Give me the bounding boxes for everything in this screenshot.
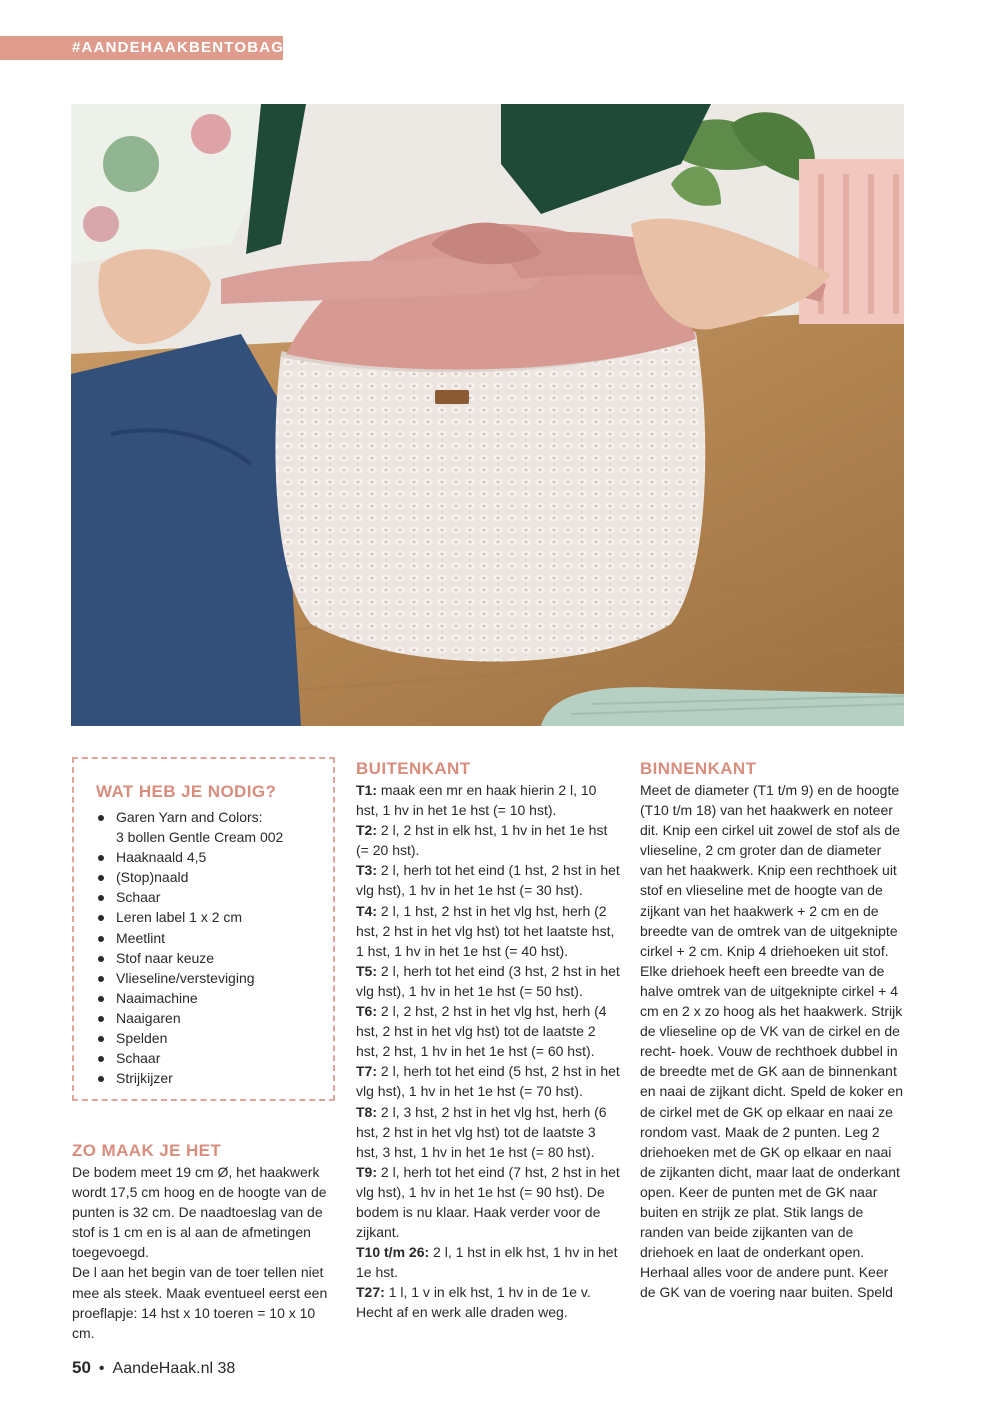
row-text: 2 l, herh tot het eind (5 hst, 2 hst in het vlg hst), 1 hv in het 1e hst (= 70 hst).	[356, 1063, 620, 1100]
list-item: Spelden	[96, 1028, 323, 1048]
row-instruction	[356, 820, 621, 860]
list-item: Naaigaren	[96, 1008, 323, 1028]
row-label: T4:	[356, 902, 377, 919]
page-number: 50	[72, 1358, 91, 1377]
row-instruction	[356, 1282, 621, 1322]
row-label: T5:	[356, 962, 377, 979]
row-text: 2 l, 3 hst, 2 hst in het vlg hst, herh (6 hst, 2 hst in het vlg hst) tot de laatste 3 hst, 3 hst, 1 hv in het 1e hst (= 80 hst).	[356, 1103, 607, 1160]
inner-instructions	[640, 758, 905, 1302]
page-footer	[72, 1357, 235, 1380]
row-text: 2 l, herh tot het eind (7 hst, 2 hst in het vlg hst), 1 hv in het 1e hst (= 90 hst). De bodem is nu klaar. Haak verder voor de zijkant.	[356, 1163, 620, 1241]
row-text: 2 l, 2 hst in elk hst, 1 hv in het 1e hst (= 20 hst).	[356, 822, 608, 859]
list-item: Vlieseline/versteviging	[96, 968, 323, 988]
list-item: Naaimachine	[96, 988, 323, 1008]
row-label: T9:	[356, 1163, 377, 1180]
how-title: ZO MAAK JE HET	[72, 1141, 222, 1160]
row-instruction	[356, 961, 621, 1001]
row-label: T2:	[356, 822, 377, 839]
row-label: T7:	[356, 1063, 377, 1080]
materials-title: WAT HEB JE NODIG?	[96, 782, 277, 801]
hashtag-banner: #AANDEHAAKBENTOBAG	[0, 36, 283, 60]
list-item: 3 bollen Gentle Cream 002	[116, 829, 284, 846]
row-text: maak een mr en haak hierin 2 l, 10 hst, 1 hv in het 1e hst (= 10 hst).	[356, 782, 597, 819]
row-label: T27:	[356, 1284, 385, 1301]
inner-paragraph: Meet de diameter (T1 t/m 9) en de hoogte (T10 t/m 18) van het haakwerk en noteer dit. Knip een cirkel uit zowel de stof als de vlieseline, 2 cm groter dan de diameter van het haakwerk. Knip een rechthoek uit stof en vlieseline met de hoogte van de zijkant van het haakwerk + 2 cm en de breedte van de omtrek van de uitgeknipte cirkel + 2 cm. Knip 4 driehoeken uit stof. Elke driehoek heeft een breedte van de halve omtrek van de uitgeknipte cirkel + 4 cm en 2 x zo hoog als het haakwerk. Strijk de vlieseline op de VK van de cirkel en de recht- hoek. Vouw de rechthoek dubbel in de breedte met de GK aan de binnenkant en naai de zijkant dicht. Speld de koker en de cirkel met de GK op elkaar en naai ze rondom vast. Maak de 2 punten. Leg 2 driehoeken met de GK op elkaar en naai de zijkanten dicht, maar laat de onderkant open. Keer de punten met de GK naar buiten en strijk ze plat. Stik langs de randen van beide zijkanten van de driehoek en laat de onderkant open. Herhaal alles voor de andere punt. Keer de GK van de voering naar buiten. Speld	[640, 782, 904, 1301]
list-item: Leren label 1 x 2 cm	[96, 907, 323, 927]
hero-photo	[71, 104, 904, 726]
materials-box	[72, 757, 335, 1101]
row-text: 2 l, 1 hst, 2 hst in het vlg hst, herh (2 hst, 2 hst in het vlg hst) tot het laatste hst, 1 hst, 1 hv in het 1e hst (= 40 hst).	[356, 902, 615, 959]
row-text: 2 l, herh tot het eind (3 hst, 2 hst in het vlg hst), 1 hv in het 1e hst (= 50 hst).	[356, 962, 620, 999]
row-instruction	[356, 860, 621, 900]
row-label: T8:	[356, 1103, 377, 1120]
row-text: 2 l, 1 hst in elk hst, 1 hv in het 1e hst.	[356, 1244, 618, 1281]
list-item: Strijkijzer	[96, 1068, 323, 1088]
intro-paragraph: De bodem meet 19 cm Ø, het haakwerk wordt 17,5 cm hoog en de hoogte van de punten is 32 cm. De naadtoeslag van de stof is 1 cm en is al aan de afmetingen toegevoegd.	[72, 1164, 327, 1261]
row-label: T10 t/m 26:	[356, 1244, 430, 1261]
row-text: 2 l, 2 hst, 2 hst in het vlg hst, herh (4 hst, 2 hst in het vlg hst) tot de laatste 2 hst, 2 hst, 1 hv in het 1e hst (= 60 hst).	[356, 1003, 607, 1060]
row-label: T1:	[356, 782, 377, 798]
row-instruction	[356, 1001, 621, 1061]
row-instruction	[356, 1242, 621, 1282]
list-item: Stof naar keuze	[96, 948, 323, 968]
intro-paragraph: De l aan het begin van de toer tellen niet mee als steek. Maak eventueel eerst een proeflapje: 14 hst x 10 toeren = 10 x 10 cm.	[72, 1264, 328, 1341]
row-text: 1 l, 1 v in elk hst, 1 hv in de 1e v. Hecht af en werk alle draden weg.	[356, 1284, 591, 1321]
row-label: T6:	[356, 1003, 377, 1020]
row-label: T3:	[356, 862, 377, 879]
row-instruction	[356, 1061, 621, 1101]
row-text: 2 l, herh tot het eind (1 hst, 2 hst in het vlg hst), 1 hv in het 1e hst (= 30 hst).	[356, 862, 620, 899]
row-instruction	[356, 1162, 621, 1242]
footer-separator: •	[98, 1360, 105, 1377]
list-item: Meetlint	[96, 928, 323, 948]
outer-instructions	[356, 758, 621, 1323]
list-item: Garen Yarn and Colors:	[96, 807, 323, 827]
instructions-intro	[72, 1140, 340, 1343]
magazine-issue: AandeHaak.nl 38	[112, 1360, 236, 1377]
list-item: Schaar	[96, 1048, 323, 1068]
list-item: Schaar	[96, 887, 323, 907]
inner-title: BINNENKANT	[640, 759, 757, 778]
row-instruction	[356, 1102, 621, 1162]
outer-title: BUITENKANT	[356, 759, 471, 778]
list-item: (Stop)naald	[96, 867, 323, 887]
materials-list	[96, 807, 323, 1088]
list-item: Haaknaald 4,5	[96, 847, 323, 867]
row-instruction	[356, 780, 621, 820]
row-instruction	[356, 901, 621, 961]
